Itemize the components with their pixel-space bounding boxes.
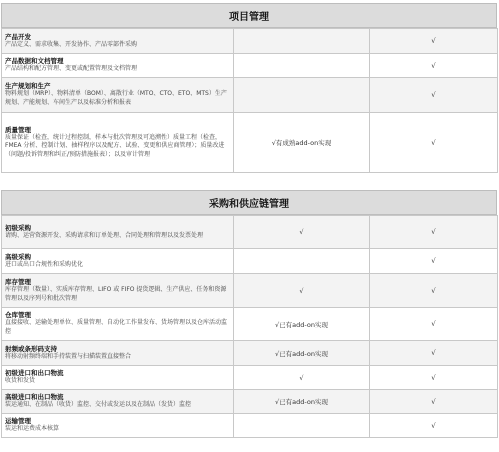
edition-3-cell: √ [370, 390, 498, 414]
table-row [2, 414, 498, 438]
feature-cell [2, 366, 234, 390]
feature-desc: 装运通知、在制品（收货）监控、交付或发运以及在制品（发货）监控 [5, 401, 192, 409]
edition-3-cell: √ [370, 274, 498, 308]
edition-3-cell: √ [370, 366, 498, 390]
feature-title: 产品数据和文档管理 [5, 57, 64, 66]
feature-desc: 装运和运费成本核算 [5, 425, 60, 433]
feature-desc: 产品结构和配方管理、变更或配置管理及文档管理 [5, 65, 138, 73]
table-row [2, 29, 498, 54]
project-management-section [1, 3, 497, 173]
edition-2-cell [234, 414, 370, 438]
table-row [2, 216, 498, 249]
edition-2-cell: √已有add-on实现 [234, 390, 370, 414]
feature-table [1, 215, 498, 438]
edition-2-cell: √ [234, 216, 370, 249]
table-row [2, 308, 498, 341]
feature-desc: 质量保证（检查，统计过程控制，样本与批次管理及可追溯性）质量工程（检查，FMEA 分析、控制计划、抽样程序以及配方、试验、变更和供应商管理）；质量改进（问题/投诉管理和纠正/预防措施报表）；以及审计管理 [5, 133, 225, 158]
feature-title: 生产规划和生产 [5, 82, 51, 91]
feature-title: 高级进口和出口物流 [5, 393, 64, 402]
table-row [2, 390, 498, 414]
feature-cell [2, 113, 234, 173]
feature-desc: 收货和发货 [5, 377, 36, 385]
edition-2-cell: √已有add-on实现 [234, 308, 370, 341]
edition-3-cell: √ [370, 216, 498, 249]
section-header: 项目管理 [1, 3, 497, 28]
feature-title: 初级采购 [5, 223, 31, 232]
feature-title: 产品开发 [5, 32, 31, 41]
edition-2-cell [234, 54, 370, 78]
table-row [2, 113, 498, 173]
edition-2-cell: √已有add-on实现 [234, 341, 370, 366]
table-row [2, 54, 498, 78]
procurement-supply-chain-section [1, 190, 497, 438]
feature-desc: 物料规划（MRP）、物料清单（BOM）、离散行业（MTO、CTO、ETO、MTS）生产规划、产能规划、车间生产以及标准分析和报表 [5, 90, 227, 106]
feature-cell [2, 308, 234, 341]
feature-cell [2, 249, 234, 274]
feature-cell [2, 414, 234, 438]
feature-cell [2, 54, 234, 78]
feature-cell [2, 29, 234, 54]
feature-desc: 将移动射频终端和手持装置与扫描装置直接整合 [5, 352, 132, 360]
edition-3-cell: √ [370, 341, 498, 366]
edition-2-cell [234, 29, 370, 54]
edition-3-cell: √ [370, 414, 498, 438]
feature-title: 初级进口和出口物流 [5, 369, 64, 378]
feature-cell [2, 341, 234, 366]
table-row [2, 249, 498, 274]
feature-title: 库存管理 [5, 277, 31, 286]
feature-title: 射频或条形码支持 [5, 344, 57, 353]
feature-table [1, 28, 498, 173]
feature-title: 高级采购 [5, 252, 31, 261]
feature-desc: 直接接收、运输处理单位、质量管理、自动化工作量发布、货场管理以及仓库活动监控 [5, 319, 228, 335]
feature-desc: 库存管理（数量）、实质库存管理、LIFO 或 FIFO 提货逻辑、生产供应、任务和资源管理以及序列号和批次管理 [5, 285, 227, 302]
edition-3-cell: √ [370, 249, 498, 274]
feature-title: 质量管理 [5, 125, 31, 134]
edition-3-cell: √ [370, 113, 498, 173]
table-row [2, 274, 498, 308]
section-header: 采购和供应链管理 [1, 190, 497, 215]
edition-2-cell [234, 78, 370, 113]
edition-3-cell: √ [370, 29, 498, 54]
feature-desc: 产品定义、需求收集、开发协作、产品零部件采购 [5, 40, 138, 48]
table-row [2, 341, 498, 366]
edition-2-cell: √有成熟add-on实现 [234, 113, 370, 173]
feature-desc: 进口或出口合规性和采购优化 [5, 260, 84, 268]
feature-cell [2, 274, 234, 308]
edition-2-cell [234, 249, 370, 274]
edition-3-cell: √ [370, 78, 498, 113]
edition-3-cell: √ [370, 308, 498, 341]
edition-2-cell: √ [234, 274, 370, 308]
feature-cell [2, 216, 234, 249]
edition-3-cell: √ [370, 54, 498, 78]
table-row [2, 366, 498, 390]
table-row [2, 78, 498, 113]
feature-title: 运输管理 [5, 417, 31, 426]
feature-title: 仓库管理 [5, 311, 31, 320]
feature-cell [2, 390, 234, 414]
feature-desc: 请购、运营资源开发、采购请求和订单处理、合同处理和管理以及发票处理 [5, 231, 204, 239]
edition-2-cell: √ [234, 366, 370, 390]
feature-cell [2, 78, 234, 113]
